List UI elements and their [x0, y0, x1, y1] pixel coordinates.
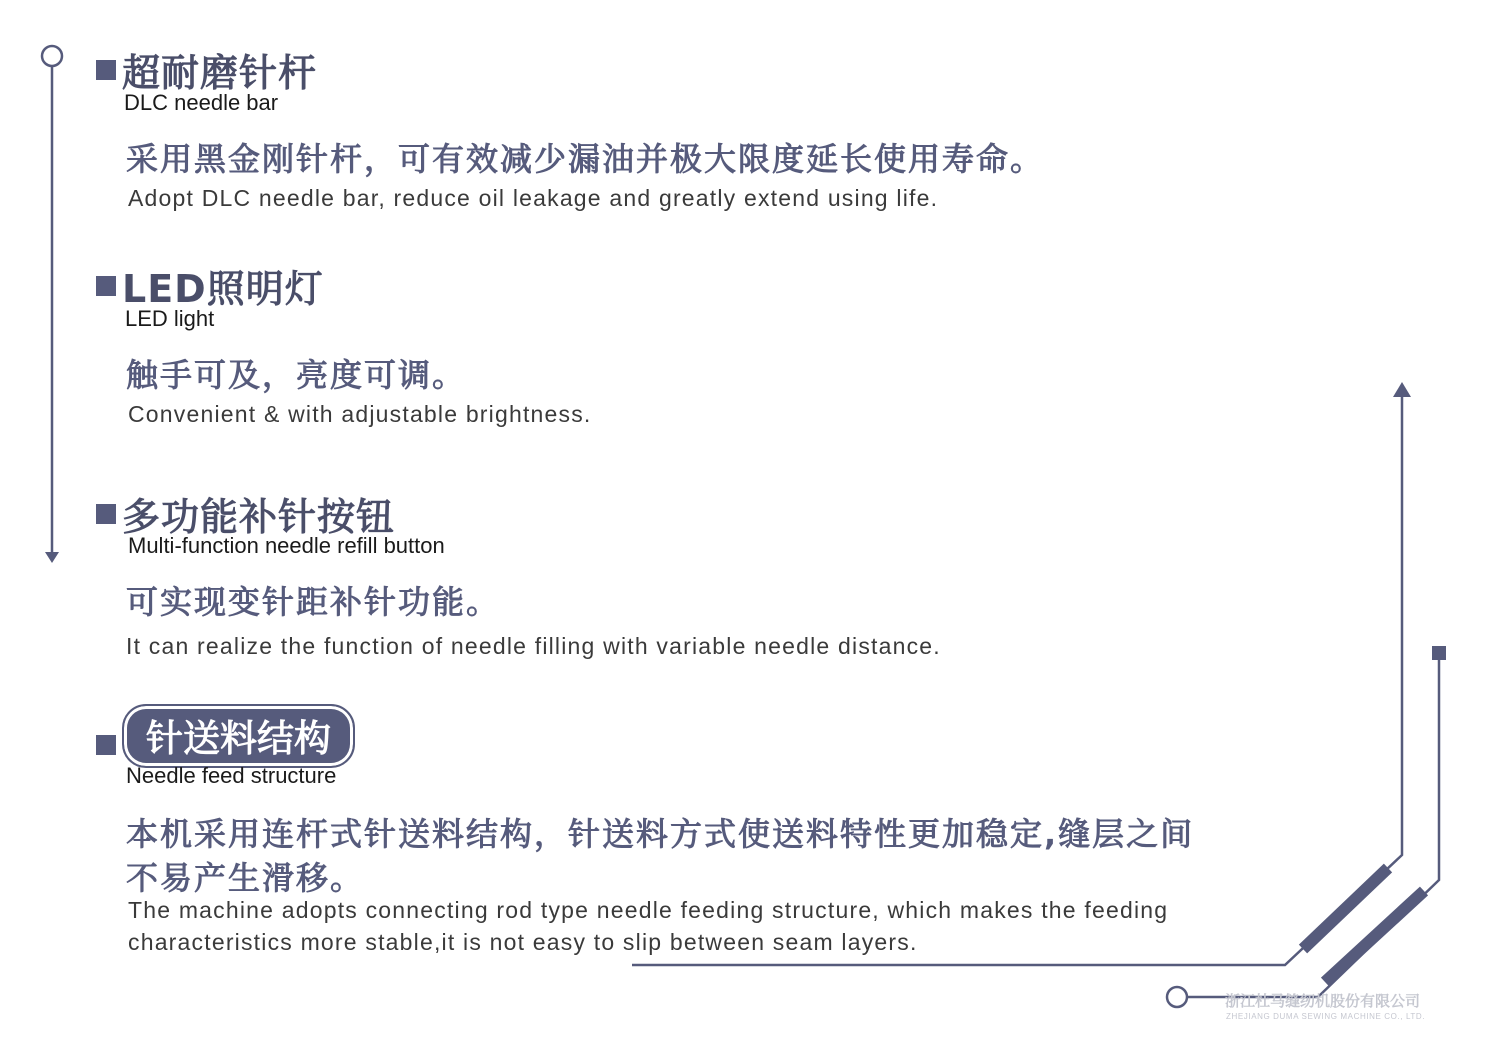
- section-4-heading: [96, 704, 355, 768]
- bullet-square-icon: [96, 504, 116, 524]
- circuit-line-1: [632, 396, 1402, 965]
- section-1-title-cn: 超耐磨针杆: [122, 51, 318, 95]
- footer-company-cn: 浙江杜马缝纫机股份有限公司: [1225, 992, 1421, 1010]
- section-1-heading: [96, 42, 317, 97]
- section-3-title-cn: 多功能补针按钮: [122, 495, 396, 539]
- circuit-end-circle: [1167, 987, 1187, 1007]
- section-1-body-en: Adopt DLC needle bar, reduce oil leakage and greatly extend using life.: [128, 185, 939, 211]
- section-4-body-cn-line-1: 本机采用连杆式针送料结构，针送料方式使送料特性更加稳定,缝层之间: [126, 815, 1195, 853]
- bullet-square-icon: [96, 276, 116, 296]
- section-2-body-en: Convenient & with adjustable brightness.: [128, 401, 592, 427]
- section-3-body-cn: 可实现变针距补针功能。: [126, 583, 501, 621]
- section-2-body-cn: 触手可及，亮度可调。: [126, 356, 467, 394]
- section-4-title-cn: 针送料结构: [122, 704, 355, 768]
- bullet-square-icon: [96, 735, 116, 755]
- arrow-up-icon: [1393, 382, 1411, 397]
- section-4-title-en: Needle feed structure: [126, 763, 337, 788]
- diagonal-bar-2: [1325, 891, 1424, 982]
- timeline-start-circle: [42, 46, 62, 66]
- section-3-title-en: Multi-function needle refill button: [128, 533, 445, 558]
- section-4-body-cn-line-2: 不易产生滑移。: [126, 859, 365, 897]
- section-4-body-en-line-2: characteristics more stable,it is not easy to slip between seam layers.: [128, 929, 918, 955]
- section-1-body-cn: 采用黑金刚针杆，可有效减少漏油并极大限度延长使用寿命。: [126, 140, 1045, 178]
- section-2-title-cn: LED照明灯: [122, 267, 324, 311]
- circuit-end-square: [1432, 646, 1446, 660]
- section-2-heading: [96, 258, 324, 313]
- footer-company-en: ZHEJIANG DUMA SEWING MACHINE CO., LTD.: [1226, 1012, 1426, 1021]
- section-1-title-en: DLC needle bar: [124, 90, 279, 115]
- timeline-arrow-down-icon: [45, 552, 59, 563]
- section-3-body-en: It can realize the function of needle filling with variable needle distance.: [126, 633, 941, 659]
- bullet-square-icon: [96, 60, 116, 80]
- section-4-body-en-line-1: The machine adopts connecting rod type needle feeding structure, which makes the feeding: [128, 897, 1169, 923]
- section-2-title-en: LED light: [125, 306, 215, 331]
